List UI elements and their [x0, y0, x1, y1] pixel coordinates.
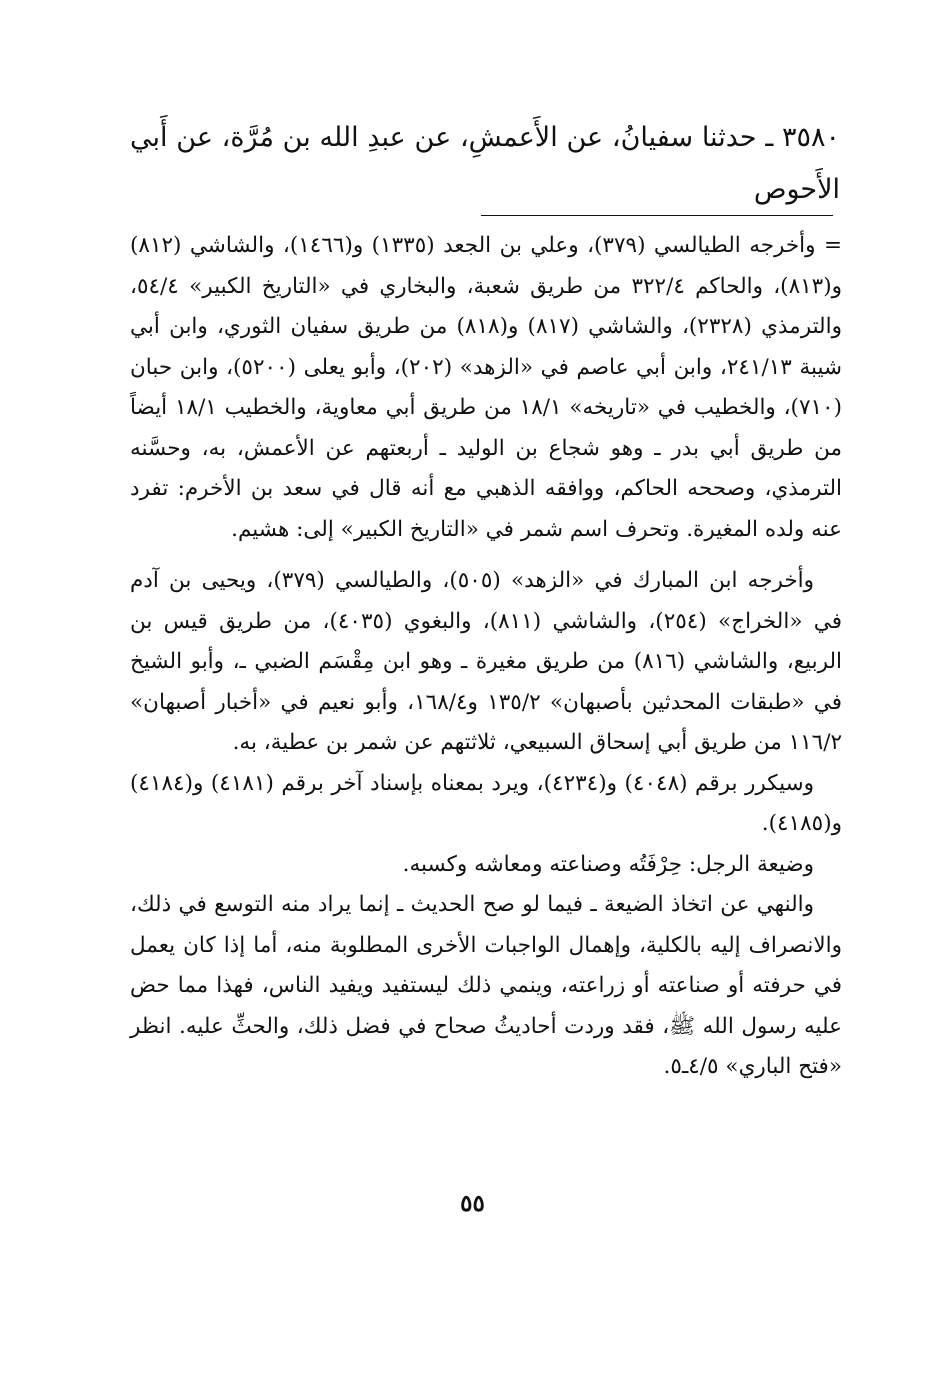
footnote-paragraph: وأخرجه ابن المبارك في «الزهد» (٥٠٥)، والطيالسي (٣٧٩)، ويحيى بن آدم في «الخراج» (٢٥٤)، والشاشي (٨١١)، والبغوي (٤٠٣٥)، من طريق قيس بن الربيع، والشاشي (٨١٦) من طريق مغيرة ـ وهو ابن مِقْسَم الضبي ـ، وأبو الشيخ في «طبقات المحدثين بأصبهان» ١٣٥/٢ و١٦٨/٤، وأبو نعيم في «أخبار أصبهان» ١١٦/٢ من طريق أبي إسحاق السبيعي، ثلاثتهم عن شمر بن عطية، به. [130, 568, 843, 755]
footnotes [130, 226, 842, 1088]
footnote-separator [481, 215, 833, 216]
hadith-text: ٣٥٨٠ ـ حدثنا سفيانُ، عن الأَعمشِ، عن عبدِ الله بن مُرَّة، عن أَبي الأَحوص [130, 122, 840, 205]
footnote-paragraph: والنهي عن اتخاذ الضيعة ـ فيما لو صح الحديث ـ إنما يراد منه التوسع في ذلك، والانصراف إليه بالكلية، وإهمال الواجبات الأخرى المطلوبة منه، أما إذا كان يعمل في حرفته أو صناعته أو زراعته، وينمي ذلك ليستفيد ويفيد الناس، فهذا مما حض عليه رسول الله ﷺ، فقد وردت أحاديثُ صحاح في فضل ذلك، والحثِّ عليه. انظر «فتح الباري» ٤/٥ـ٥. [130, 892, 842, 1079]
footnote-paragraph: وضيعة الرجل: حِرْفَتُه وصناعته ومعاشه وكسبه. [402, 851, 814, 877]
page-number: ٥٥ [460, 1190, 485, 1217]
footnote-paragraph: وسيكرر برقم (٤٠٤٨) و(٤٢٣٤)، ويرد بمعناه بإسناد آخر برقم (٤١٨١) و(٤١٨٤) و(٤١٨٥). [130, 770, 842, 836]
footnote-paragraph: = وأخرجه الطيالسي (٣٧٩)، وعلي بن الجعد (١٣٣٥) و(١٤٦٦)، والشاشي (٨١٢) و(٨١٣)، والحاكم ٣٢٢/٤ من طريق شعبة، والبخاري في «التاريخ الكبير» ٥٤/٤، والترمذي (٢٣٢٨)، والشاشي (٨١٧) و(٨١٨) من طريق سفيان الثوري، وابن أبي شيبة ٢٤١/١٣، وابن أبي عاصم في «الزهد» (٢٠٢)، وأبو يعلى (٥٢٠٠)، وابن حبان (٧١٠)، والخطيب في «تاريخه» ١٨/١ من طريق أبي معاوية، والخطيب ١٨/١ أيضاً من طريق أبي بدر ـ وهو شجاع بن الوليد ـ أربعتهم عن الأعمش، به، وحسَّنه الترمذي، وصححه الحاكم، ووافقه الذهبي مع أنه قال في سعد بن الأخرم: تفرد عنه ولده المغيرة. وتحرف اسم شمر في «التاريخ الكبير» إلى: هشيم. [130, 233, 842, 542]
